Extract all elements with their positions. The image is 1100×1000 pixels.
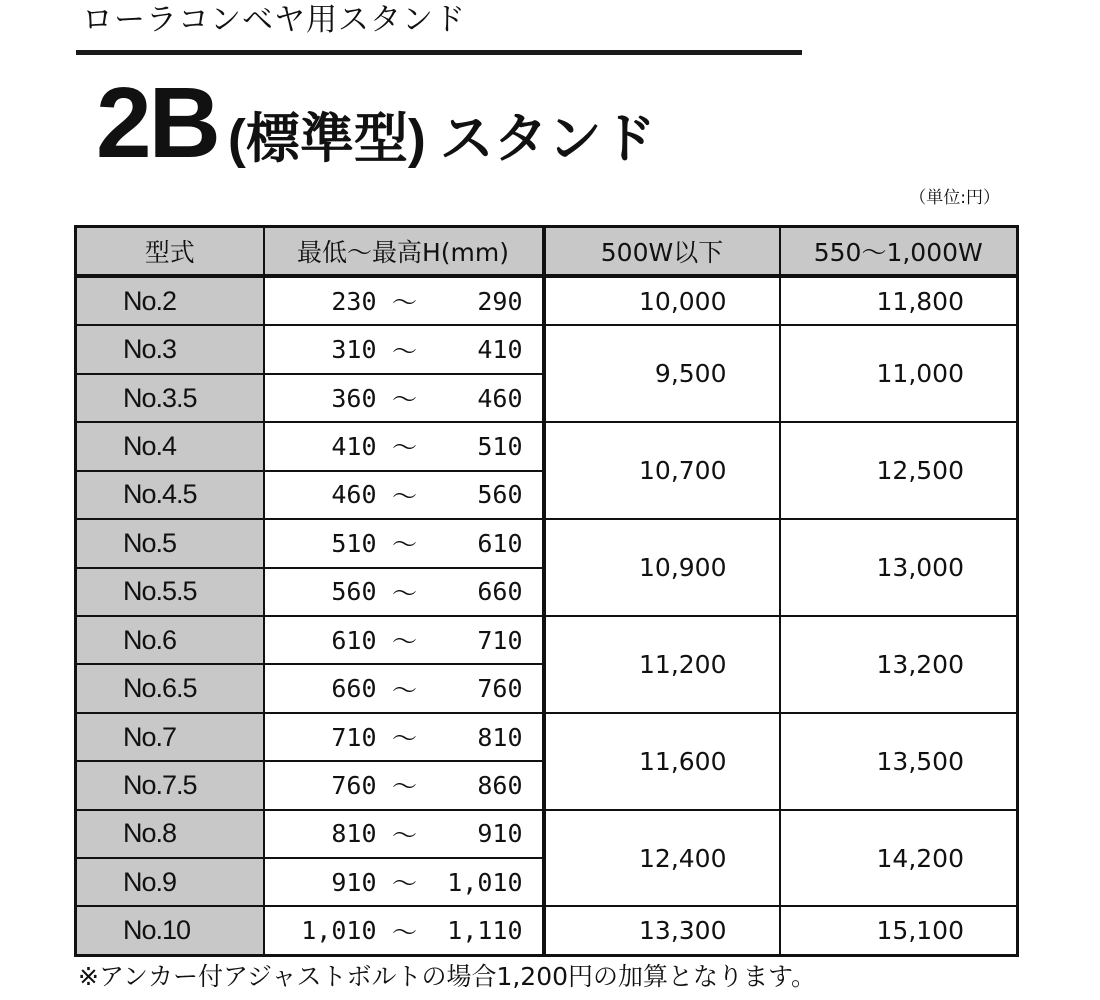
height-min: 510 <box>331 528 377 558</box>
height-range-cell <box>264 422 544 470</box>
table-body <box>76 276 1018 956</box>
price-1000w-cell: 13,200 <box>780 616 1018 713</box>
range-tilde: ～ <box>391 530 417 560</box>
table-row <box>76 325 1018 373</box>
footnote: ※アンカー付アジャストボルトの場合1,200円の加算となります。 <box>78 962 817 991</box>
height-range-cell <box>264 374 544 422</box>
height-range-cell <box>264 713 544 761</box>
price-500w-cell: 11,200 <box>544 616 780 713</box>
model-cell: No.3 <box>76 325 264 373</box>
table-row <box>76 616 1018 664</box>
price-500w-cell: 13,300 <box>544 906 780 955</box>
height-min: 610 <box>331 625 377 655</box>
height-max: 910 <box>477 819 523 849</box>
height-max: 1,110 <box>447 916 523 946</box>
range-tilde: ～ <box>391 675 417 705</box>
model-cell: No.6 <box>76 616 264 664</box>
category-title: ローラコンベヤ用スタンド <box>82 2 466 38</box>
height-min: 760 <box>331 770 377 800</box>
price-500w-cell: 11,600 <box>544 713 780 810</box>
height-min: 710 <box>331 722 377 752</box>
model-cell: No.4.5 <box>76 471 264 519</box>
height-range-cell <box>264 858 544 906</box>
height-max: 290 <box>477 286 523 316</box>
table-row <box>76 519 1018 567</box>
height-max: 710 <box>477 625 523 655</box>
height-range-cell <box>264 568 544 616</box>
price-1000w-cell: 11,800 <box>780 276 1018 325</box>
table-row <box>76 906 1018 955</box>
height-min: 560 <box>331 577 377 607</box>
column-header-500w: 500W以下 <box>544 227 780 277</box>
height-range-cell <box>264 906 544 955</box>
range-tilde: ～ <box>391 481 417 511</box>
price-500w-cell: 10,900 <box>544 519 780 616</box>
model-cell: No.4 <box>76 422 264 470</box>
height-min: 810 <box>331 819 377 849</box>
height-max: 760 <box>477 674 523 704</box>
model-cell: No.7 <box>76 713 264 761</box>
price-500w-cell: 10,700 <box>544 422 780 519</box>
model-cell: No.9 <box>76 858 264 906</box>
range-tilde: ～ <box>391 820 417 850</box>
model-cell: No.2 <box>76 276 264 325</box>
height-min: 660 <box>331 674 377 704</box>
height-max: 560 <box>477 480 523 510</box>
table-row <box>76 276 1018 325</box>
range-tilde: ～ <box>391 288 417 318</box>
height-max: 510 <box>477 431 523 461</box>
model-cell: No.3.5 <box>76 374 264 422</box>
height-max: 610 <box>477 528 523 558</box>
height-min: 360 <box>331 383 377 413</box>
unit-note: （単位:円） <box>909 188 1000 208</box>
range-tilde: ～ <box>391 917 417 947</box>
column-header-1000w: 550～1,000W <box>780 227 1018 277</box>
height-min: 460 <box>331 480 377 510</box>
height-min: 910 <box>331 867 377 897</box>
height-range-cell <box>264 325 544 373</box>
price-500w-cell: 9,500 <box>544 325 780 422</box>
model-name: 2B <box>96 67 218 179</box>
price-500w-cell: 10,000 <box>544 276 780 325</box>
range-tilde: ～ <box>391 433 417 463</box>
price-1000w-cell: 11,000 <box>780 325 1018 422</box>
range-tilde: ～ <box>391 772 417 802</box>
table-row <box>76 810 1018 858</box>
page-title <box>96 68 656 208</box>
price-table <box>74 225 1019 957</box>
height-max: 460 <box>477 383 523 413</box>
price-1000w-cell: 12,500 <box>780 422 1018 519</box>
table-row <box>76 422 1018 470</box>
height-min: 410 <box>331 431 377 461</box>
model-cell: No.8 <box>76 810 264 858</box>
model-cell: No.7.5 <box>76 761 264 809</box>
model-cell: No.5.5 <box>76 568 264 616</box>
height-range-cell <box>264 471 544 519</box>
range-tilde: ～ <box>391 627 417 657</box>
height-range-cell <box>264 761 544 809</box>
price-1000w-cell: 14,200 <box>780 810 1018 907</box>
price-1000w-cell: 13,500 <box>780 713 1018 810</box>
height-max: 860 <box>477 770 523 800</box>
model-cell: No.5 <box>76 519 264 567</box>
height-max: 810 <box>477 722 523 752</box>
stand-label: スタンド <box>439 109 656 169</box>
range-tilde: ～ <box>391 724 417 753</box>
height-range-cell <box>264 664 544 712</box>
height-range-cell <box>264 616 544 664</box>
column-header-model: 型式 <box>76 227 264 277</box>
model-cell: No.10 <box>76 906 264 955</box>
title-underline <box>76 50 802 55</box>
range-tilde: ～ <box>391 336 417 366</box>
range-tilde: ～ <box>391 385 417 415</box>
height-range-cell <box>264 276 544 325</box>
height-min: 310 <box>331 335 377 365</box>
height-range-cell <box>264 810 544 858</box>
height-max: 1,010 <box>447 867 523 897</box>
price-1000w-cell: 13,000 <box>780 519 1018 616</box>
table-header-row <box>76 227 1018 277</box>
height-range-cell <box>264 519 544 567</box>
height-max: 660 <box>477 577 523 607</box>
range-tilde: ～ <box>391 869 417 899</box>
price-1000w-cell: 15,100 <box>780 906 1018 955</box>
height-max: 410 <box>477 335 523 365</box>
range-tilde: ～ <box>391 578 417 608</box>
price-500w-cell: 12,400 <box>544 810 780 907</box>
table-row <box>76 713 1018 761</box>
model-subtitle: (標準型) <box>227 109 426 169</box>
model-cell: No.6.5 <box>76 664 264 712</box>
height-min: 1,010 <box>301 916 377 946</box>
column-header-height: 最低～最高H(mm) <box>264 227 544 277</box>
height-min: 230 <box>331 286 377 316</box>
